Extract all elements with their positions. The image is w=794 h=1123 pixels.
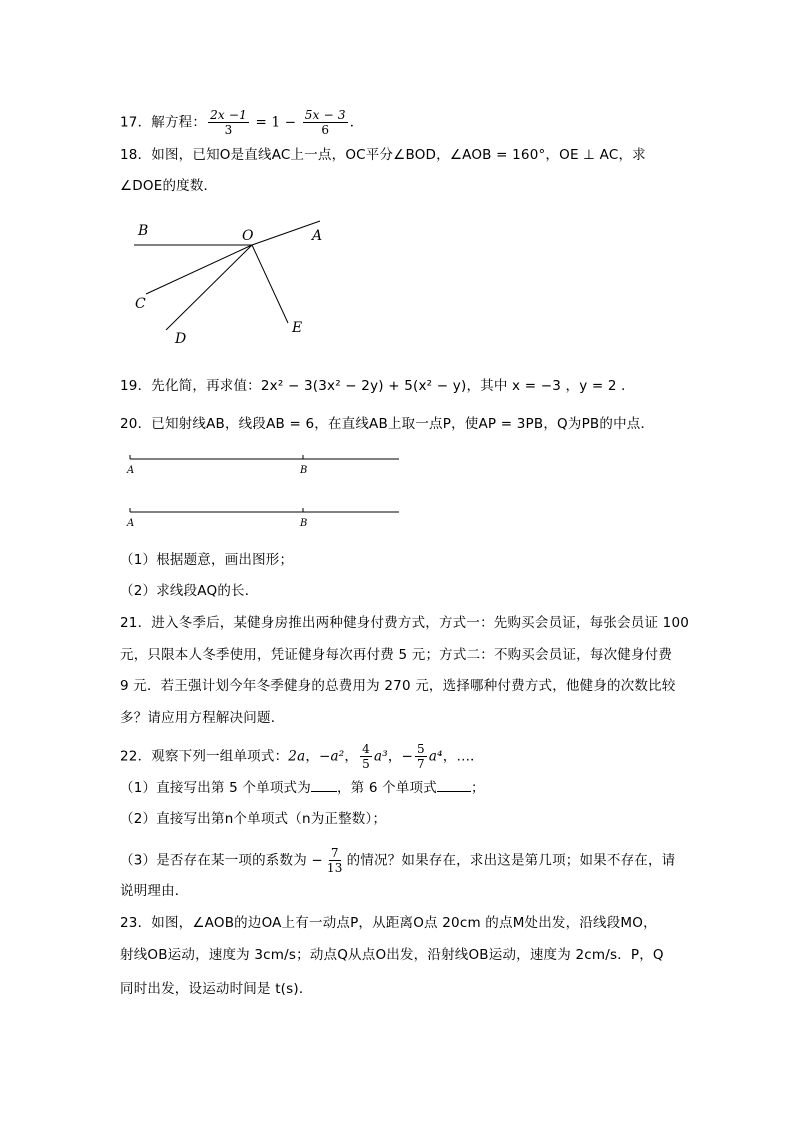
question-23-line-1: 23．如图，∠AOB的边OA上有一动点P，从距离O点 20cm 的点M处出发，沿线段MO， bbox=[120, 915, 657, 931]
question-22-sub-3-cont: 说明理由． bbox=[120, 883, 189, 899]
question-22-sub-1: （1）直接写出第 5 个单项式为 ，第 6 个单项式 ； bbox=[120, 780, 485, 796]
answer-blank-5[interactable] bbox=[311, 779, 337, 792]
point-label-a: A bbox=[312, 228, 323, 244]
label-b-2: B bbox=[300, 518, 308, 529]
question-21-line-2: 元，只限本人冬季使用，凭证健身每次再付费 5 元；方式二：不购买会员证，每次健身付费 bbox=[120, 647, 673, 663]
label-a-1: A bbox=[127, 465, 135, 476]
ray-oa bbox=[252, 221, 323, 245]
answer-blank-6[interactable] bbox=[437, 779, 471, 792]
question-22-sub-3: （3）是否存在某一项的系数为 − $\frac{7}{13}$ 的情况？如果存在，求出这是第几项；如果不存在，请 bbox=[120, 846, 676, 875]
question-19: 19．先化简，再求值：2x² − 3(3x² − 2y) + 5(x² − y)，其中 x = −3 ，y = 2 ． bbox=[120, 378, 635, 394]
term-3-fraction: $\frac{4}{5}$ bbox=[362, 742, 370, 771]
question-21-line-3: 9 元．若王强计划今年冬季健身的总费用为 270 元，选择哪种付费方式，他健身的次数比较 bbox=[120, 678, 676, 694]
fraction-2: $\frac{5x - 3}{6}$ bbox=[304, 108, 346, 137]
point-label-d: D bbox=[175, 331, 187, 347]
question-20-sub-1: （1）根据题意，画出图形； bbox=[120, 552, 294, 568]
question-21-line-1: 21．进入冬季后，某健身房推出两种健身付费方式，方式一：先购买会员证，每张会员证 100 bbox=[120, 615, 690, 631]
segment-figure-1 bbox=[120, 450, 410, 478]
question-23-line-3: 同时出发，设运动时间是 t(s)． bbox=[120, 981, 313, 997]
point-label-b: B bbox=[138, 223, 149, 239]
point-label-o: O bbox=[242, 228, 254, 244]
coefficient-fraction: $\frac{7}{13}$ bbox=[326, 846, 343, 875]
point-label-e: E bbox=[292, 320, 303, 336]
question-18-line-2: ∠DOE的度数． bbox=[120, 178, 218, 194]
label-a-2: A bbox=[127, 518, 135, 529]
question-18-line-1: 18．如图，已知O是直线AC上一点，OC平分∠BOD，∠AOB = 160°，OE ⊥ AC，求 bbox=[120, 147, 646, 163]
question-23-line-2: 射线OB运动，速度为 3cm/s；动点Q从点O出发，沿射线OB运动，速度为 2cm/s．P，Q bbox=[120, 947, 664, 963]
question-17: 17．解方程： $\frac{2x -1}{3}$ = 1 − $\frac{5x - 3}{6}$ ． bbox=[120, 108, 364, 137]
ray-oc bbox=[146, 245, 252, 294]
question-20: 20．已知射线AB，线段AB = 6，在直线AB上取一点P，使AP = 3PB，Q为PB的中点． bbox=[120, 416, 655, 432]
ray-oe bbox=[252, 245, 288, 323]
question-21-line-4: 多？请应用方程解决问题． bbox=[120, 710, 285, 726]
ray-od bbox=[166, 245, 252, 330]
segment-figure-2 bbox=[120, 503, 410, 531]
question-22-sub-2: （2）直接写出第n个单项式（n为正整数）； bbox=[120, 811, 387, 827]
question-20-sub-2: （2）求线段AQ的长． bbox=[120, 583, 259, 599]
label-b-1: B bbox=[300, 465, 308, 476]
fraction-1: $\frac{2x -1}{3}$ bbox=[210, 108, 247, 137]
term-4-fraction: $\frac{5}{7}$ bbox=[417, 742, 425, 771]
point-label-c: C bbox=[135, 296, 146, 312]
question-22: 22．观察下列一组单项式：2a，−a²， $\frac{4}{5}$ a³，− $\frac{5}{7}$ a⁴，…． bbox=[120, 742, 484, 771]
angle-figure-q18 bbox=[120, 210, 360, 350]
